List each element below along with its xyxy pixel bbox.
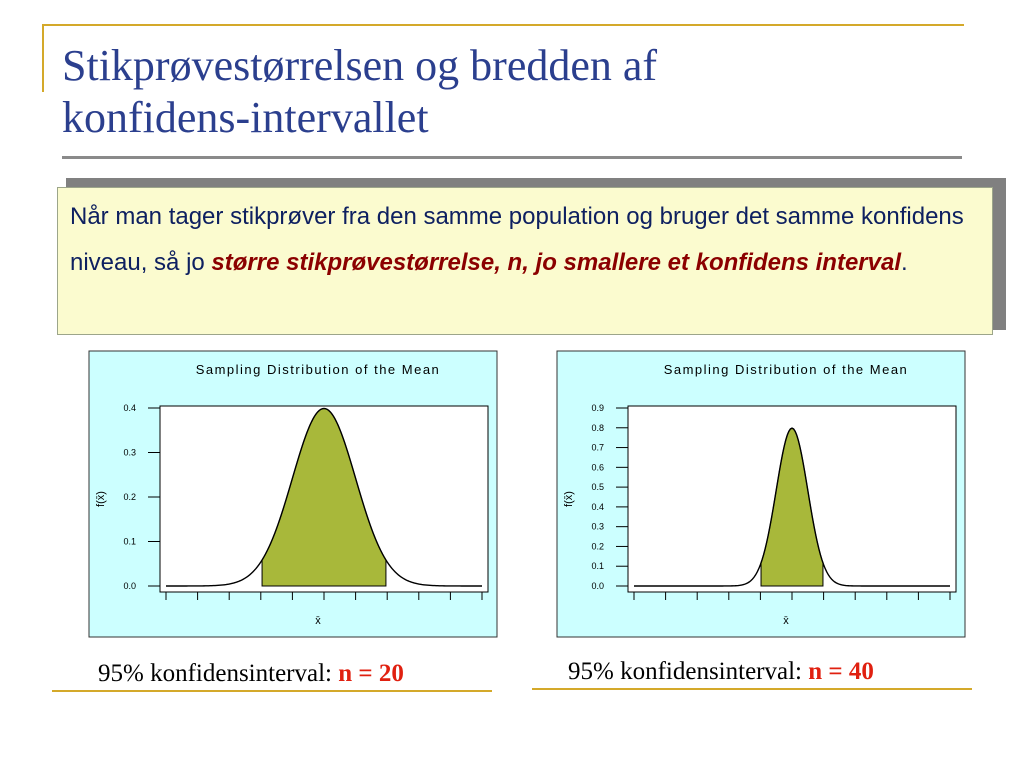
chart-title: Sampling Distribution of the Mean: [195, 362, 441, 377]
x-axis-label: x̄: [783, 615, 789, 627]
frame-top-rule: [42, 24, 964, 26]
callout-box: [57, 187, 993, 335]
y-tick-label: 0.4: [123, 403, 136, 413]
y-tick-label: 0.7: [591, 442, 604, 453]
chart-n40: [556, 350, 996, 638]
caption-n20-text: 95% konfidensinterval:: [98, 660, 339, 687]
y-tick-label: 0.0: [591, 581, 604, 591]
callout-emphasis: større stikprøvestørrelse, n, jo smallere et konfidens interval: [211, 249, 902, 276]
y-axis-label: f(x̄): [95, 491, 107, 507]
caption-n20-rule: [52, 690, 492, 692]
chart-n40-svg: [556, 350, 966, 638]
y-tick-label: 0.6: [591, 462, 604, 473]
callout-text-end: .: [901, 249, 908, 276]
title-line-1: Stikprøvestørrelsen og bredden af: [62, 41, 658, 90]
y-tick-label: 0.2: [123, 492, 136, 502]
y-tick-label: 0.5: [591, 482, 604, 493]
frame-left-rule: [42, 24, 44, 92]
y-tick-label: 0.1: [591, 561, 604, 572]
y-tick-label: 0.2: [591, 541, 604, 552]
caption-n20-value: n = 20: [338, 660, 404, 687]
slide-title: [62, 40, 962, 144]
y-tick-label: 0.0: [123, 581, 136, 591]
y-axis-label: f(x̄): [563, 491, 575, 507]
y-tick-label: 0.4: [591, 501, 604, 512]
caption-n40: [568, 658, 874, 686]
caption-n40-value: n = 40: [808, 658, 874, 685]
title-line-2: konfidens-intervallet: [62, 93, 429, 142]
callout-text: Når man tager stikprøver fra den samme population og bruger det samme konfidens niveau, så jo: [70, 203, 964, 276]
y-tick-label: 0.9: [591, 403, 604, 413]
y-tick-label: 0.1: [123, 536, 136, 547]
caption-n40-text: 95% konfidensinterval:: [568, 658, 809, 685]
caption-n40-rule: [532, 688, 972, 690]
y-tick-label: 0.3: [123, 447, 136, 458]
chart-title: Sampling Distribution of the Mean: [663, 362, 909, 377]
title-underline: [62, 156, 962, 159]
x-axis-label: x̄: [315, 615, 321, 627]
y-tick-label: 0.3: [591, 521, 604, 532]
caption-n20: [98, 660, 404, 688]
y-tick-label: 0.8: [591, 422, 604, 433]
chart-n20: [88, 350, 528, 638]
chart-n20-svg: [88, 350, 498, 638]
